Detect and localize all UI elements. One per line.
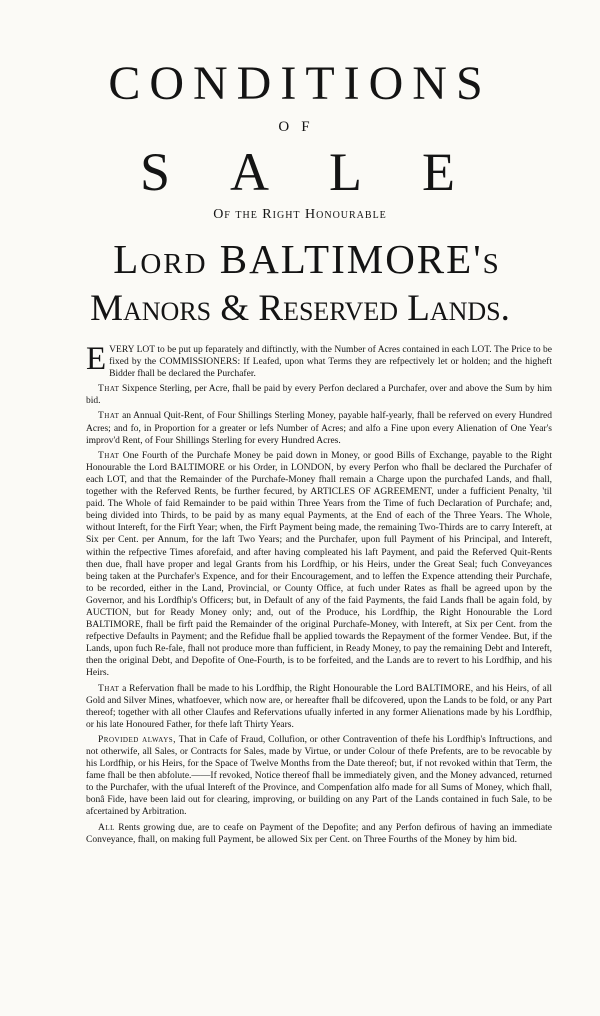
paragraph-text: Rents growing due, are to ceafe on Payment of the Depofite; and any Perfon defirous of having an immediate Conveyance, fhall, on making full Payment, be allowed Six per Cent. on Three Fourths of the Money by him bid. xyxy=(86,822,552,845)
paragraph-one-fourth xyxy=(86,450,552,680)
paragraph-text: One Fourth of the Purchafe Money be paid down in Money, or good Bills of Exchange, payable to the Right Honourable the Lord BALTIMORE or his Order, in LONDON, by every Perfon who fhall be declared the Purchafer of each LOT, and that the Remainder of the Purchafe-Money fhall remain a Charge upon the purchafed Lands, and fhall, together with the Referved Rents, be further fecured, by ARTICLES OF AGREEMENT, under a fufficient Penalty, 'til paid. The Whole of faid Remainder to be paid within Three Years from the Time of fuch Declaration of Purchafe; and, being divided into Thirds, to be paid by as many equal Payments, at the End of each of the Three Years. The Whole, without Intereft, for the Firft Year; when, the Firft Payment being made, the remaining Two-Thirds are to carry Intereft, at Six per Cent. per Annum, for the laft Two Years; and the Purchafer, upon full Payment of his Principal, and Intereft, within the refpective Times aforefaid, and after having compleated his laft Payment, and paid the Referved Quit-Rents then due, fhall have proper and legal Grants from his Lordfhip, or his Heirs, under the Great Seal; fuch Conveyances being taken at the Purchafer's Expence, and for their Encouragement, and to leffen the Expence attending their Purchafe, to be recorded, either in the Land, Provincial, or County Office, at fuch under Rates as fhall be agreed upon by the Governor, and his Lordfhip's Officers; but, in Default of any of the faid Payments, the faid Lands fhall be again fold, by AUCTION, but for Ready Money only; and, out of the Produce, his Lordfhip, the Right Honourable the Lord BALTIMORE, fhall be firft paid the Remainder of the original Purchafe-Money, with Intereft, at Six per Cent. from the refpective Defaults in Payment; and the Refidue fhall be applied towards the Repayment of the former Vendee. But, if the Lands, upon fuch Re-fale, fhall not produce more than fufficient, in Ready Money, to pay the remaining Debt and Intereft, then the original Debt, and Depofite of One-Fourth, is to be forfeited, and the Lands are to revert to his Lordfhip, and his Heirs. xyxy=(86,450,552,679)
paragraph-reservation xyxy=(86,683,552,731)
paragraph-all-rents xyxy=(86,822,552,846)
paragraph-quit-rent xyxy=(86,410,552,446)
title-conditions: CONDITIONS xyxy=(108,57,492,110)
title-of: OF xyxy=(278,119,322,135)
paragraph-text: That in Cafe of Fraud, Collufion, or other Contravention of thefe his Lordfhip's Inftructions, and not otherwife, all Sales, or Contracts for Sales, made by Virtue, or under Colour of thefe Prefents, are to be revocable by his Lordfhip, or his Heirs, for the Space of Twelve Months from the Date thereof; but, if not revoked within that Term, the fame fhall be then abfolute.——If revoked, Notice thereof fhall be immediately given, and the Money advanced, returned to the Purchafer, with the ufual Intereft of the Province, and Compenfation alfo made for all Sums of Money, which fhall, bonâ Fide, have been laid out for clearing, improving, or building on any Part of the Lands contained in fuch Sale, to be afcertained by Arbitration. xyxy=(86,734,552,818)
paragraph-provided-always xyxy=(86,734,552,819)
conditions-body xyxy=(86,341,552,849)
paragraph-every-lot xyxy=(86,341,552,380)
title-sale: SALE xyxy=(140,142,515,202)
drop-cap: E xyxy=(86,341,107,377)
paragraph-text: a Refervation fhall be made to his Lordfhip, the Right Honourable the Lord BALTIMORE, and his Heirs, of all Gold and Silver Mines, whatfoever, which now are, or hereafter fhall be difcovered, upon the Lands to be fold, or any Part thereof; together with all other Claufes and Refervations ufually inferted in any former Alienations made by his Lordfhip, or his late Honoured Father, for thefe laft Thirty Years. xyxy=(86,683,552,730)
paragraph-text: VERY LOT to be put up feparately and diftinctly, with the Number of Acres contained in each LOT. The Price to be fixed by the COMMISSIONERS: If Leafed, upon what Terms they are refpectively let or holden; and the higheft Bidder fhall be declared the Purchafer. xyxy=(109,345,552,380)
paragraph-text: an Annual Quit-Rent, of Four Shillings Sterling Money, payable half-yearly, fhall be referved on every Hundred Acres; and fo, in Proportion for a greater or lefs Number of Acres; and alfo a Fine upon every Alienation of One Year's improv'd Rent, of Four Shillings Sterling for every Hundred Acres. xyxy=(86,411,552,446)
title-right-honourable: Of the Right Honourable xyxy=(213,207,387,222)
paragraph-lead: That xyxy=(98,411,120,422)
paragraph-lead: That xyxy=(98,683,120,694)
title-lord-baltimore: Lord BALTIMORE's xyxy=(113,236,501,282)
title-manors-reserved-lands: Manors & Reserved Lands. xyxy=(90,288,510,329)
paragraph-sixpence xyxy=(86,383,552,407)
paragraph-text: Sixpence Sterling, per Acre, fhall be paid by every Perfon declared a Purchafer, over and above the Sum by him bid. xyxy=(86,384,552,407)
paragraph-lead: That xyxy=(98,450,120,461)
paragraph-lead: Provided always, xyxy=(98,734,177,745)
paragraph-lead: That xyxy=(98,384,120,395)
paragraph-lead: All xyxy=(98,822,115,833)
